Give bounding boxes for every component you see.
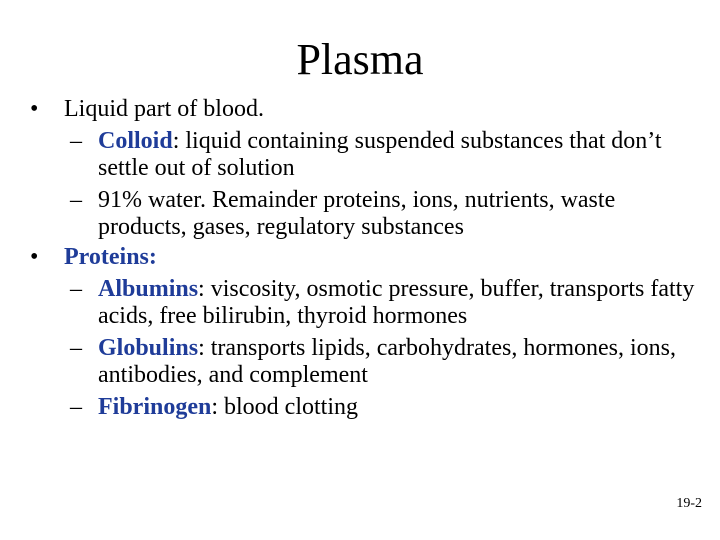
slide-content (30, 96, 700, 424)
slide-title: Plasma (296, 35, 424, 84)
dash-marker: – (70, 187, 82, 213)
term-globulins: Globulins (98, 335, 199, 361)
sub-bullet-fibrinogen (30, 394, 700, 421)
sub-bullet-text: : liquid containing suspended substances that don’t settle out of solution (98, 128, 662, 181)
dash-marker: – (70, 128, 82, 154)
dash-marker: – (70, 394, 82, 420)
bullet-proteins (30, 244, 700, 271)
term-albumins: Albumins (98, 276, 199, 302)
sub-bullet-colloid (30, 128, 700, 182)
bullet-liquid-part (30, 96, 700, 123)
sub-bullet-text: : viscosity, osmotic pressure, buffer, transports fatty acids, free bilirubin, thyroid hormones (98, 276, 695, 329)
page-number: 19-2 (676, 496, 702, 511)
bullet-text: : (148, 244, 157, 270)
sub-bullet-text: : transports lipids, carbohydrates, hormones, ions, antibodies, and complement (98, 335, 676, 388)
bullet-marker: • (30, 244, 39, 270)
sub-bullet-text: 91% water. Remainder proteins, ions, nutrients, waste products, gases, regulatory substances (98, 187, 616, 240)
sub-bullet-albumins (30, 276, 700, 330)
term-proteins: Proteins (64, 244, 149, 270)
term-colloid: Colloid (98, 128, 173, 154)
dash-marker: – (70, 276, 82, 302)
sub-bullet-text: : blood clotting (211, 394, 359, 420)
bullet-marker: • (30, 96, 39, 122)
dash-marker: – (70, 335, 82, 361)
sub-bullet-water (30, 187, 700, 241)
bullet-text: Liquid part of blood. (64, 96, 264, 122)
term-fibrinogen: Fibrinogen (98, 394, 212, 420)
sub-bullet-globulins (30, 335, 700, 389)
